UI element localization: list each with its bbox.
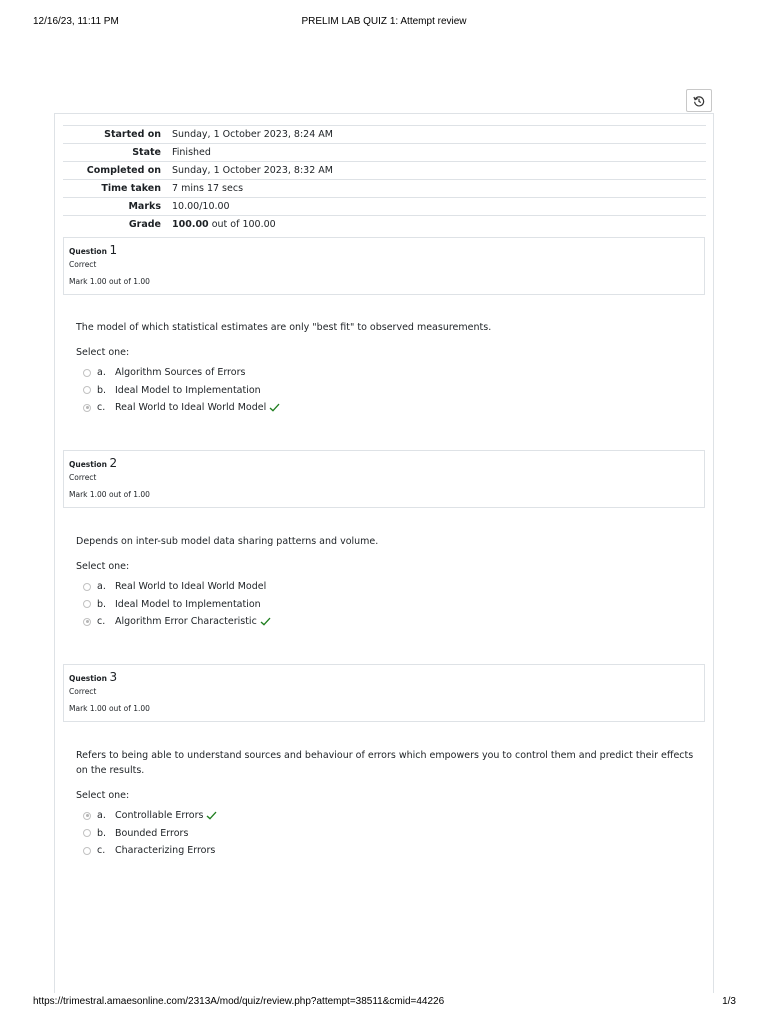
answer-text: Characterizing Errors bbox=[115, 845, 216, 857]
answer-option[interactable] bbox=[76, 613, 696, 631]
print-page-title: PRELIM LAB QUIZ 1: Attempt review bbox=[301, 16, 467, 27]
answer-list bbox=[76, 807, 696, 860]
attempt-summary-table bbox=[63, 125, 706, 233]
select-one-prompt: Select one: bbox=[76, 561, 130, 572]
grade-value: 100.00 bbox=[172, 219, 209, 230]
question-number-value: 3 bbox=[109, 670, 118, 684]
answer-radio[interactable] bbox=[83, 583, 91, 591]
answer-option[interactable] bbox=[76, 825, 696, 843]
answer-text: Algorithm Error Characteristic bbox=[115, 616, 257, 628]
summary-row bbox=[63, 143, 706, 161]
question-text: Refers to being able to understand sources and behaviour of errors which empowers you to control them and predict their effects on the results. bbox=[76, 750, 694, 776]
answer-radio[interactable] bbox=[83, 600, 91, 608]
question-text: The model of which statistical estimates are only "best fit" to observed measurements. bbox=[76, 322, 492, 333]
answer-option[interactable] bbox=[76, 578, 696, 596]
question-state: Correct bbox=[69, 473, 97, 482]
answer-text: Real World to Ideal World Model bbox=[115, 581, 267, 593]
question-number-value: 2 bbox=[109, 456, 118, 470]
history-icon bbox=[693, 95, 705, 107]
question-content-2 bbox=[76, 534, 696, 631]
question-number-value: 1 bbox=[109, 243, 118, 257]
attempt-history-button[interactable] bbox=[686, 89, 712, 112]
answer-radio[interactable] bbox=[83, 829, 91, 837]
summary-row bbox=[63, 197, 706, 215]
answer-text: Real World to Ideal World Model bbox=[115, 402, 267, 414]
answer-letter: c. bbox=[97, 616, 106, 628]
answer-radio-selected[interactable] bbox=[83, 618, 91, 626]
correct-check-icon bbox=[260, 617, 271, 626]
question-text: Depends on inter-sub model data sharing patterns and volume. bbox=[76, 536, 379, 547]
select-one-prompt: Select one: bbox=[76, 347, 130, 358]
question-number bbox=[69, 242, 699, 258]
answer-list bbox=[76, 578, 696, 631]
print-header bbox=[0, 16, 768, 30]
question-number bbox=[69, 455, 699, 471]
summary-value: Sunday, 1 October 2023, 8:24 AM bbox=[172, 129, 333, 140]
summary-value bbox=[172, 219, 706, 230]
answer-text: Algorithm Sources of Errors bbox=[115, 367, 246, 379]
answer-letter: a. bbox=[97, 581, 106, 593]
answer-option[interactable] bbox=[76, 842, 696, 860]
answer-radio[interactable] bbox=[83, 386, 91, 394]
summary-label: Marks bbox=[128, 201, 161, 212]
correct-check-icon bbox=[269, 403, 280, 412]
summary-label: Time taken bbox=[101, 183, 161, 194]
answer-letter: a. bbox=[97, 367, 106, 379]
question-mark: Mark 1.00 out of 1.00 bbox=[69, 277, 150, 286]
summary-value: Finished bbox=[172, 147, 211, 158]
answer-text: Controllable Errors bbox=[115, 810, 204, 822]
answer-letter: b. bbox=[97, 384, 107, 396]
answer-list bbox=[76, 364, 696, 417]
print-footer bbox=[0, 996, 768, 1010]
answer-radio[interactable] bbox=[83, 369, 91, 377]
question-info-2 bbox=[63, 450, 705, 508]
answer-option[interactable] bbox=[76, 382, 696, 400]
answer-option[interactable] bbox=[76, 807, 696, 825]
answer-text: Ideal Model to Implementation bbox=[115, 384, 261, 396]
summary-row bbox=[63, 179, 706, 197]
question-number bbox=[69, 669, 699, 685]
summary-label: State bbox=[132, 147, 161, 158]
answer-radio-selected[interactable] bbox=[83, 812, 91, 820]
grade-out-of: out of 100.00 bbox=[208, 219, 276, 230]
summary-label: Grade bbox=[128, 219, 161, 230]
answer-text: Bounded Errors bbox=[115, 827, 189, 839]
answer-letter: b. bbox=[97, 827, 107, 839]
answer-letter: b. bbox=[97, 598, 107, 610]
answer-letter: a. bbox=[97, 810, 106, 822]
answer-radio-selected[interactable] bbox=[83, 404, 91, 412]
question-info-1 bbox=[63, 237, 705, 295]
select-one-prompt: Select one: bbox=[76, 790, 130, 801]
summary-row bbox=[63, 215, 706, 233]
question-state: Correct bbox=[69, 260, 97, 269]
question-state: Correct bbox=[69, 687, 97, 696]
summary-value: Sunday, 1 October 2023, 8:32 AM bbox=[172, 165, 333, 176]
summary-value: 10.00/10.00 bbox=[172, 201, 230, 212]
question-prefix: Question bbox=[69, 460, 110, 469]
answer-option[interactable] bbox=[76, 596, 696, 614]
summary-row bbox=[63, 125, 706, 143]
answer-option[interactable] bbox=[76, 399, 696, 417]
correct-check-icon bbox=[206, 811, 217, 820]
answer-text: Ideal Model to Implementation bbox=[115, 598, 261, 610]
question-content-1 bbox=[76, 320, 696, 417]
question-prefix: Question bbox=[69, 247, 110, 256]
question-content-3 bbox=[76, 748, 696, 860]
question-prefix: Question bbox=[69, 674, 110, 683]
summary-row bbox=[63, 161, 706, 179]
question-mark: Mark 1.00 out of 1.00 bbox=[69, 704, 150, 713]
question-info-3 bbox=[63, 664, 705, 722]
print-page-number: 1/3 bbox=[722, 996, 736, 1007]
answer-letter: c. bbox=[97, 845, 106, 857]
answer-option[interactable] bbox=[76, 364, 696, 382]
print-datetime: 12/16/23, 11:11 PM bbox=[33, 16, 119, 27]
summary-value: 7 mins 17 secs bbox=[172, 183, 244, 194]
summary-label: Started on bbox=[104, 129, 161, 140]
answer-letter: c. bbox=[97, 402, 106, 414]
summary-label: Completed on bbox=[86, 165, 161, 176]
question-mark: Mark 1.00 out of 1.00 bbox=[69, 490, 150, 499]
answer-radio[interactable] bbox=[83, 847, 91, 855]
print-url: https://trimestral.amaesonline.com/2313A/mod/quiz/review.php?attempt=38511&cmid=44226 bbox=[33, 996, 445, 1007]
